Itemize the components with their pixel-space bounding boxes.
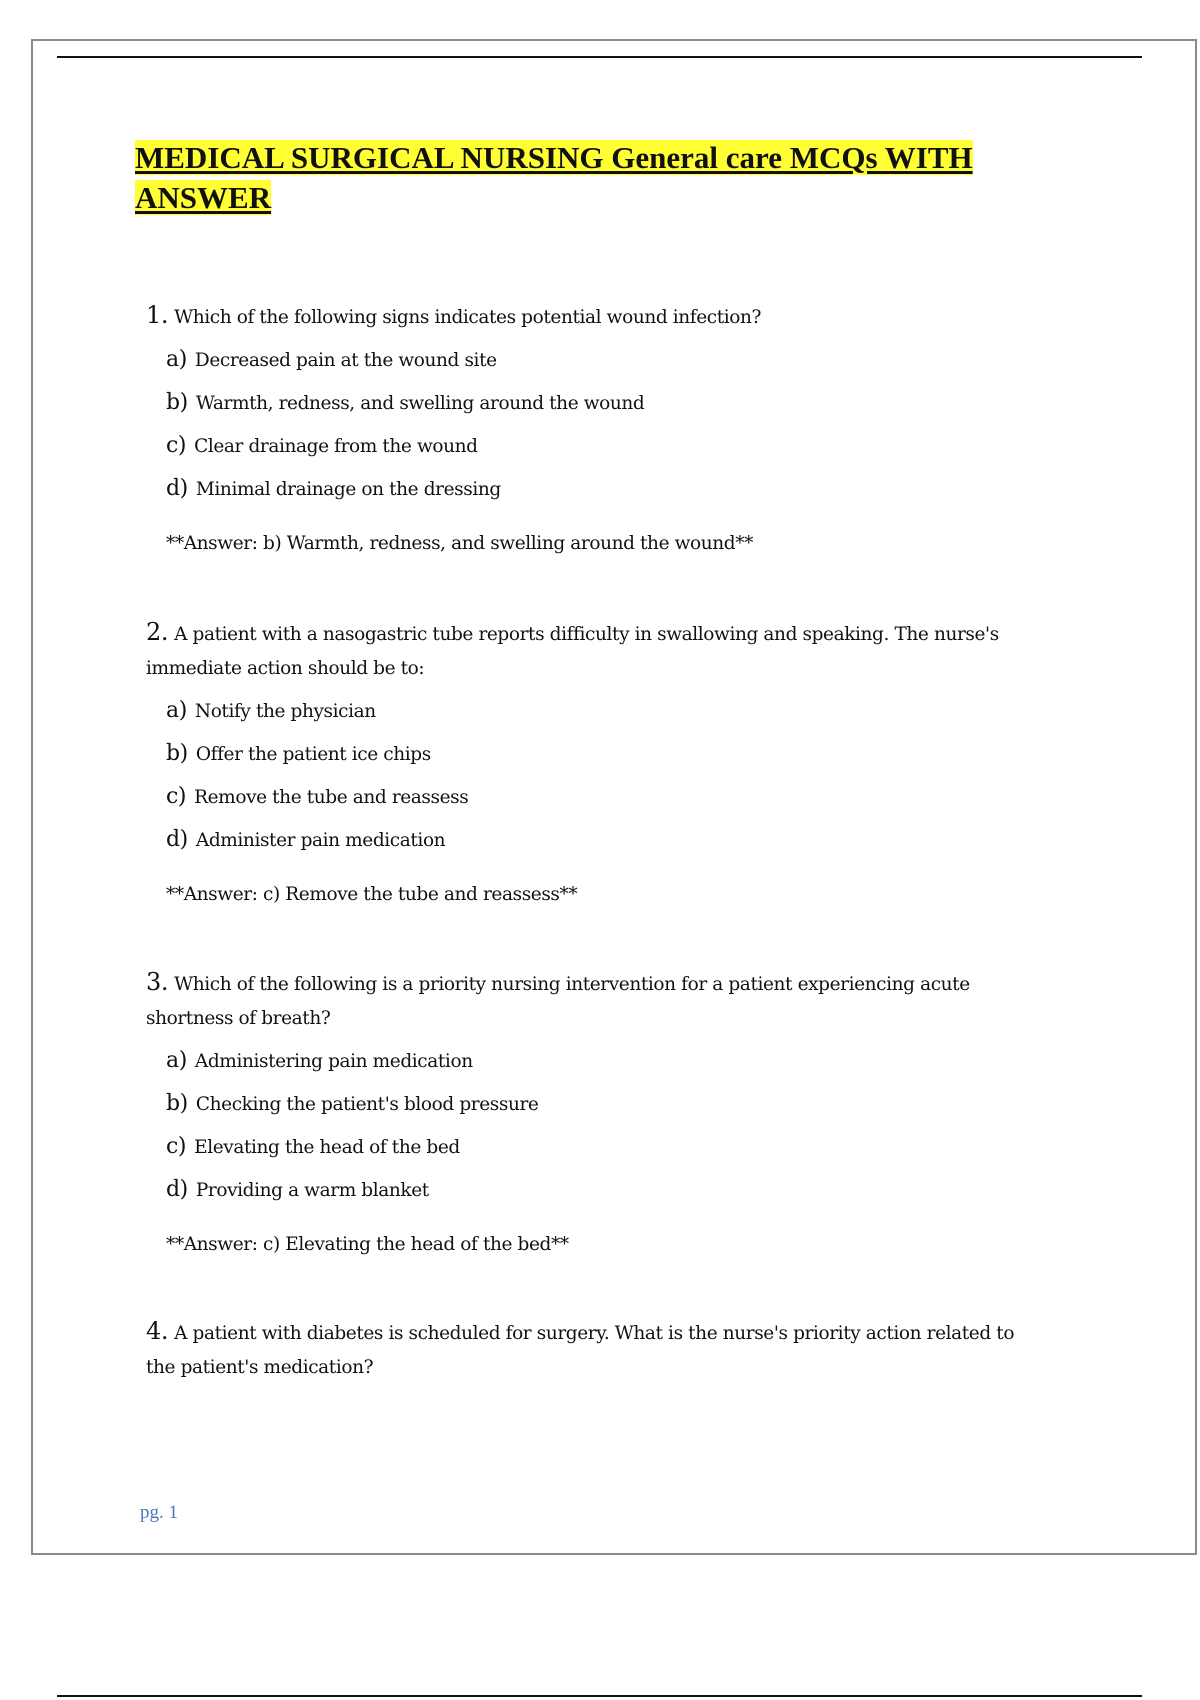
- question-number: 3.: [146, 968, 169, 996]
- question-2: [146, 615, 1046, 905]
- question-3: [146, 965, 1046, 1255]
- question-1: [146, 298, 1046, 554]
- options-list: [166, 1040, 1046, 1212]
- options-list: [166, 690, 1046, 862]
- question-number: 1.: [146, 301, 169, 329]
- option-a: a) Decreased pain at the wound site: [166, 347, 497, 372]
- options-list: [166, 339, 1046, 511]
- option-c: c) Elevating the head of the bed: [166, 1134, 460, 1159]
- option-b: b) Warmth, redness, and swelling around the wound: [166, 390, 645, 415]
- option-b: b) Offer the patient ice chips: [166, 741, 431, 766]
- option-a: a) Administering pain medication: [166, 1048, 473, 1073]
- question-text: 3. Which of the following is a priority nursing intervention for a patient experiencing acute shortness of breath?: [146, 968, 970, 1029]
- answer-line: **Answer: c) Elevating the head of the bed**: [166, 1234, 569, 1255]
- document-title: MEDICAL SURGICAL NURSING General care MCQs WITH ANSWER: [135, 140, 973, 215]
- question-4: [146, 1314, 1046, 1385]
- page-number: pg. 1: [140, 1502, 178, 1523]
- option-d: d) Minimal drainage on the dressing: [166, 476, 501, 501]
- option-a: a) Notify the physician: [166, 698, 376, 723]
- question-number: 4.: [146, 1317, 169, 1345]
- next-page-header-rule: [57, 1695, 1142, 1697]
- option-c: c) Clear drainage from the wound: [166, 433, 478, 458]
- answer-line: **Answer: b) Warmth, redness, and swelling around the wound**: [166, 533, 753, 554]
- option-d: d) Providing a warm blanket: [166, 1177, 429, 1202]
- option-d: d) Administer pain medication: [166, 827, 446, 852]
- header-rule: [57, 56, 1142, 58]
- question-number: 2.: [146, 618, 169, 646]
- question-text: 2. A patient with a nasogastric tube reports difficulty in swallowing and speaking. The nurse's immediate action should be to:: [146, 618, 999, 679]
- question-text: 1. Which of the following signs indicates potential wound infection?: [146, 301, 762, 329]
- option-c: c) Remove the tube and reassess: [166, 784, 469, 809]
- question-text: 4. A patient with diabetes is scheduled for surgery. What is the nurse's priority action related to the patient's medication?: [146, 1317, 1015, 1378]
- option-b: b) Checking the patient's blood pressure: [166, 1091, 539, 1116]
- answer-line: **Answer: c) Remove the tube and reassess**: [166, 884, 578, 905]
